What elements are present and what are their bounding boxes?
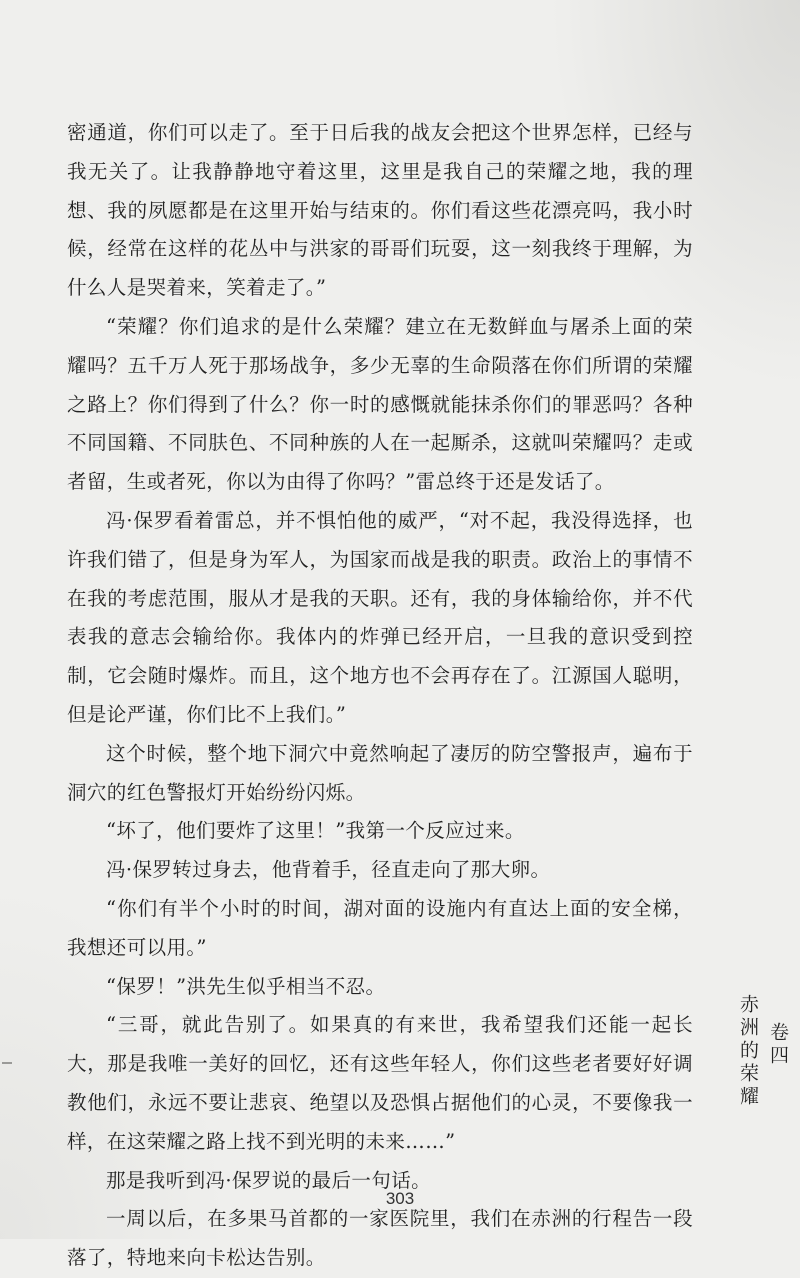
paragraph: “荣耀？你们追求的是什么荣耀？建立在无数鲜血与屠杀上面的荣耀吗？五千万人死于那场战争，多少无辜的生命陨落在你们所谓的荣耀之路上？你们得到了什么？你一时的感慨就能抹杀你们的罪恶吗？各种不同国籍、不同肤色、不同种族的人在一起厮杀，这就叫荣耀吗？走或者留，生或者死，你以为由得了你吗？”雷总终于还是发话了。 [67,314,693,494]
paragraph: 密通道，你们可以走了。至于日后我的战友会把这个世界怎样，已经与我无关了。让我静静地守着这里，这里是我自己的荣耀之地，我的理想、我的夙愿都是在这里开始与结束的。你们看这些花漂亮吗，我小时候，经常在这样的花丛中与洪家的哥哥们玩耍，这一刻我终于理解，为什么人是哭着来，笑着走了。” [67,121,693,300]
volume-label: 卷四 [767,1021,789,1068]
paragraph: 那是我听到冯·保罗说的最后一句话。 [106,1168,431,1192]
paragraph: 冯·保罗看着雷总，并不惧怕他的威严，“对不起，我没得选择，也许我们错了，但是身为军人，为国家而战是我的职责。政治上的事情不在我的考虑范围，服从才是我的天职。还有，我的身体输给你，并不代表我的意志会输给你。我体内的炸弹已经开启，一旦我的意识受到控制，它会随时爆炸。而且，这个地方也不会再存在了。江源国人聪明，但是论严谨，你们比不上我们。” [67,508,693,726]
paragraph: 这个时候，整个地下洞穴中竟然响起了凄厉的防空警报声，遍布于洞穴的红色警报灯开始纷纷闪烁。 [67,741,693,804]
chapter-title: 赤洲的荣耀 [737,994,759,1109]
paragraph: “你们有半个小时的时间，湖对面的设施内有直达上面的安全梯，我想还可以用。” [67,896,693,959]
chapter-side-tab [733,980,789,1109]
paragraph: 一周以后，在多果马首都的一家医院里，我们在赤洲的行程告一段落了，特地来向卡松达告别。 [67,1207,693,1270]
margin-mark [2,1062,12,1064]
paragraph: “坏了，他们要炸了这里！”我第一个反应过来。 [106,819,525,843]
paragraph: “保罗！”洪先生似乎相当不忍。 [106,974,386,998]
paragraph: 冯·保罗转过身去，他背着手，径直走向了那大卵。 [106,858,551,882]
page-number: 303 [385,1189,415,1208]
body-text [67,114,693,1278]
paragraph: “三哥，就此告别了。如果真的有来世，我希望我们还能一起长大，那是我唯一美好的回忆，还有这些年轻人，你们这些老者要好好调教他们，永远不要让悲哀、绝望以及恐惧占据他们的心灵，不要像我一样，在这荣耀之路上找不到光明的未来……” [67,1013,693,1153]
side-tab-text [733,980,793,1109]
